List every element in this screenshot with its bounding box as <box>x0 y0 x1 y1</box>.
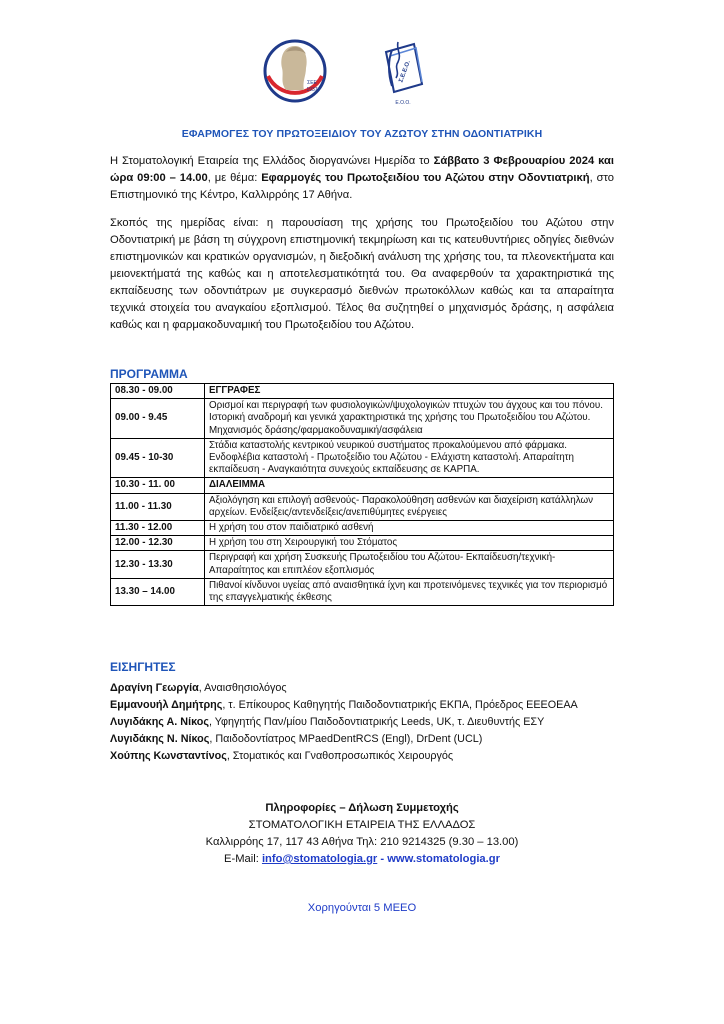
speaker-role: , Στοματικός και Γναθοπροσωπικός Χειρουργός <box>226 750 454 762</box>
speaker-role: , Υφηγητής Παν/μίου Παιδοδοντιατρικής Leeds, UK, τ. Διευθυντής ΕΣΥ <box>208 716 545 728</box>
email-link[interactable]: info@stomatologia.gr <box>261 853 378 865</box>
row-time: 09.45 - 10-30 <box>111 438 205 478</box>
table-row <box>111 551 614 578</box>
row-description: ΔΙΑΛΕΙΜΜΑ <box>205 478 614 493</box>
see-logo-year: 1937 <box>306 87 318 93</box>
see-logo <box>262 38 328 104</box>
speaker-name: Χούπης Κωνσταντίνος <box>110 750 227 762</box>
table-row <box>111 478 614 493</box>
row-description: Στάδια καταστολής κεντρικού νευρικού συστήματος προκαλούμενου από φάρμακα. Ενδοφλέβια καταστολή - Πρωτοξείδιο του Αζώτου - Ελάχιστη καταστολή. Απαραίτητη εκπαίδευση - Αναγκαιότητα συνεχούς εκπαίδευσης σε ΚΑΡΠΑ. <box>205 438 614 478</box>
row-description: Πιθανοί κίνδυνοι υγείας από αναισθητικά ίχνη και προτεινόμενες τεχνικές για τον περιορισμό της επαγγελματικής έκθεσης <box>205 578 614 605</box>
row-time: 12.00 - 12.30 <box>111 536 205 551</box>
speaker-name: Δραγίνη Γεωργία <box>110 682 199 694</box>
logos <box>262 38 442 110</box>
row-description: Η χρήση του στη Χειρουργική του Στόματος <box>205 536 614 551</box>
speaker-item <box>110 714 614 731</box>
speaker-role: , Παιδοδοντίατρος MPaedDentRCS (Engl), DrDent (UCL) <box>209 733 483 745</box>
speaker-item <box>110 680 614 697</box>
row-time: 09.00 - 9.45 <box>111 399 205 439</box>
row-description: Ορισμοί και περιγραφή των φυσιολογικών/ψυχολογικών πτυχών του άγχους και του πόνου. Ιστορική αναδρομή και γενικά χαρακτηριστικά της χρήσης του Πρωτοξειδίου του Αζώτου. Μηχανισμός δράσης/φαρμακοδυναμική/ασφάλεια <box>205 399 614 439</box>
row-time: 11.30 - 12.00 <box>111 521 205 536</box>
eoo-logo <box>378 38 428 110</box>
intro-text-a: Η Στοματολογική Εταιρεία της Ελλάδος διοργανώνει Ημερίδα το <box>110 155 434 167</box>
organization-name: ΣΤΟΜΑΤΟΛΟΓΙΚΗ ΕΤΑΙΡΕΙΑ ΤΗΣ ΕΛΛΑΔΟΣ <box>248 819 476 831</box>
intro-date: Σάββατο 3 Φεβρουαρίου 2024 και ώρα 09:00 – 14.00 <box>110 155 614 184</box>
table-row <box>111 493 614 520</box>
row-time: 10.30 - 11. 00 <box>111 478 205 493</box>
row-description: Αξιολόγηση και επιλογή ασθενούς- Παρακολούθηση ασθενών και διαχείριση κατάλληλων αρχείων. Ενδείξεις/αντενδείξεις/ανεπιθύμητες ενέργειες <box>205 493 614 520</box>
table-row <box>111 536 614 551</box>
row-time: 12.30 - 13.30 <box>111 551 205 578</box>
row-description: Περιγραφή και χρήση Συσκευής Πρωτοξειδίου του Αζώτου- Εκπαίδευση/τεχνική- Απαραίτητος και επιπλέον εξοπλισμός <box>205 551 614 578</box>
speaker-role: , τ. Επίκουρος Καθηγητής Παιδοδοντιατρικής ΕΚΠΑ, Πρόεδρος ΕΕΕΟΕΑΑ <box>222 699 578 711</box>
table-row <box>111 384 614 399</box>
row-description: ΕΓΓΡΑΦΕΣ <box>205 384 614 399</box>
speakers-list <box>110 680 614 765</box>
speaker-item <box>110 731 614 748</box>
intro-topic: Εφαρμογές του Πρωτοξειδίου του Αζώτου στην Οδοντιατρική <box>261 172 590 184</box>
email-label: E-Mail: <box>224 853 262 865</box>
speaker-name: Λυγιδάκης Α. Νίκος <box>110 716 209 728</box>
contact-heading: Πληροφορίες – Δήλωση Συμμετοχής <box>265 802 459 814</box>
program-heading: ΠΡΟΓΡΑΜΜΑ <box>110 367 188 381</box>
speaker-item <box>110 748 614 765</box>
row-time: 08.30 - 09.00 <box>111 384 205 399</box>
speaker-item <box>110 697 614 714</box>
document-title: ΕΦΑΡΜΟΓΕΣ ΤΟΥ ΠΡΩΤΟΞΕΙΔΙΟΥ ΤΟΥ ΑΖΩΤΟΥ ΣΤΗΝ ΟΔΟΝΤΙΑΤΡΙΚΗ <box>181 128 543 140</box>
table-row <box>111 399 614 439</box>
table-row <box>111 578 614 605</box>
link-separator: - <box>377 853 388 865</box>
intro-paragraph <box>110 153 614 204</box>
contact-info <box>0 800 724 868</box>
table-row <box>111 521 614 536</box>
speaker-role: , Αναισθησιολόγος <box>198 682 287 694</box>
program-table <box>110 383 614 606</box>
eoo-logo-text: Σ.Ε.Ε.Ο. <box>398 59 412 84</box>
eoo-logo-caption: Ε.Ο.Ο. <box>395 100 411 106</box>
speakers-heading: ΕΙΣΗΓΗΤΕΣ <box>110 660 176 674</box>
speaker-name: Εμμανουήλ Δημήτρης <box>110 699 223 711</box>
speaker-name: Λυγιδάκης Ν. Νίκος <box>110 733 210 745</box>
purpose-paragraph: Σκοπός της ημερίδας είναι: η παρουσίαση της χρήσης του Πρωτοξειδίου του Αζώτου στην Οδοντιατρική με βάση τη σύγχρονη επιστημονική τεκμηρίωση και τις κατευθυντήριες οδηγίες διεθνών επιστημονικών και κρατικών οργανισμών, η διεξοδική ανάλυση της χρήσης του, τα πλεονεκτήματα και μειονεκτήματά της καθώς και η αποτελεσματικότητά του. Θα αναφερθούν τα χαρακτηριστικά της εκπαίδευσης των οδοντιάτρων με συγκερασμό διεθνών πρωτοκόλλων καθώς και τα απαραίτητα τεχνικά στοιχεία του αναγκαίου εξοπλισμού. Τέλος θα συζητηθεί ο μηχανισμός δράσης, η ασφάλεια καθώς και η φαρμακοδυναμική του Πρωτοξειδίου του Αζώτου. <box>110 217 614 331</box>
row-time: 13.30 – 14.00 <box>111 578 205 605</box>
website-link[interactable]: www.stomatologia.gr <box>387 853 500 865</box>
row-description: Η χρήση του στον παιδιατρικό ασθενή <box>205 521 614 536</box>
contact-web-line <box>0 851 724 868</box>
intro-text-c: , στο Επιστημονικό της Κέντρο, Καλλιρρόης 17 Αθήνα. <box>110 172 614 201</box>
contact-address: Καλλιρρόης 17, 117 43 Αθήνα Τηλ: 210 9214325 (9.30 – 13.00) <box>205 836 519 848</box>
credits-note: Χορηγούνται 5 ΜΕΕΟ <box>307 902 417 914</box>
row-time: 11.00 - 11.30 <box>111 493 205 520</box>
intro-text-b: , με θέμα: <box>207 172 262 184</box>
table-row <box>111 438 614 478</box>
see-logo-text: ΣΕΕ <box>307 80 317 86</box>
